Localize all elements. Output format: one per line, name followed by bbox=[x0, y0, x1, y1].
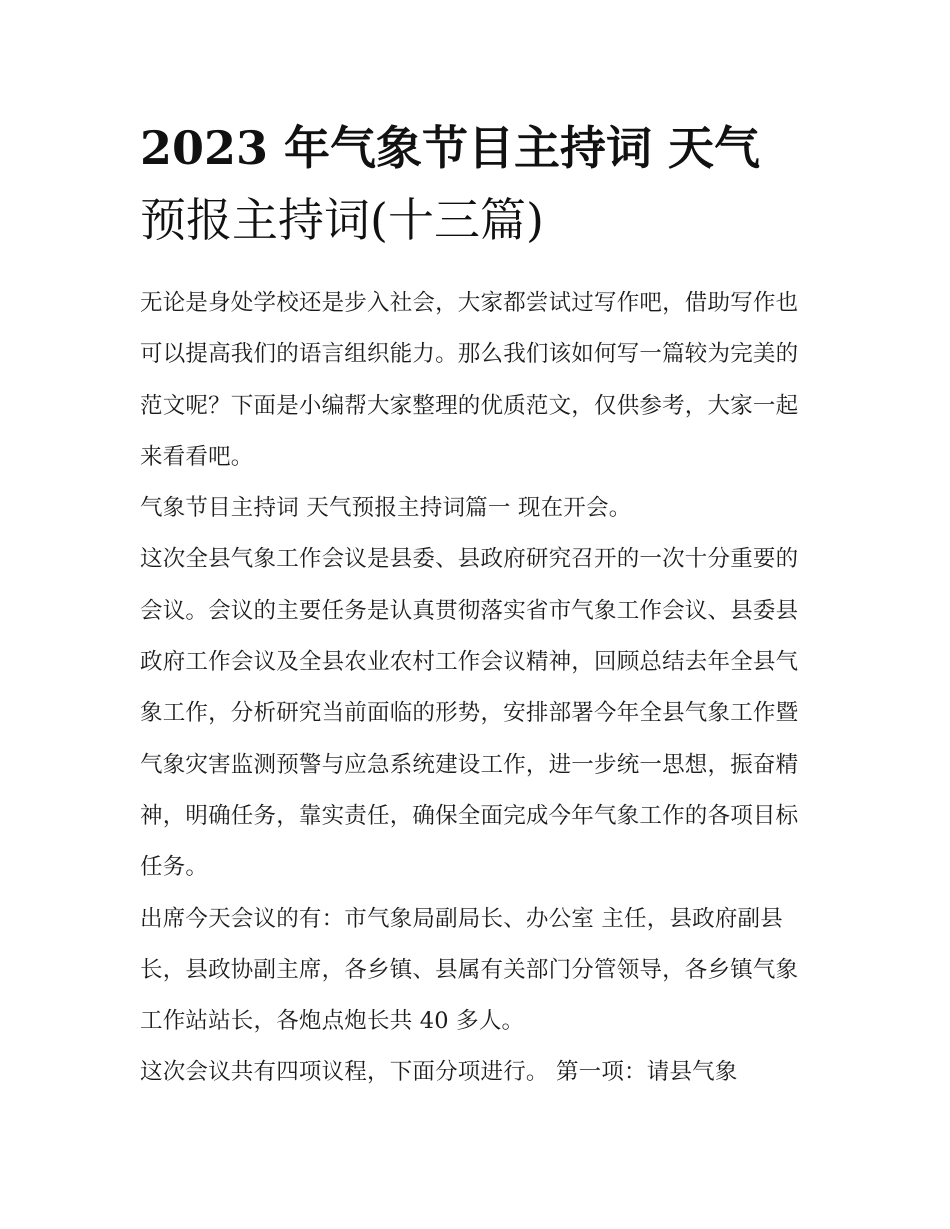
document-body bbox=[140, 278, 816, 1099]
document-title bbox=[140, 112, 820, 256]
paragraph-intro: 无论是身处学校还是步入社会，大家都尝试过写作吧，借助写作也可以提高我们的语言组织能力。那么我们该如何写一篇较为完美的范文呢？下面是小编帮大家整理的优质范文，仅供参考，大家一起来看看吧。 bbox=[140, 290, 799, 470]
paragraph-agenda: 这次会议共有四项议程，下面分项进行。 第一项：请县气象 bbox=[140, 1059, 738, 1086]
paragraph-attendees: 出席今天会议的有：市气象局副局长、办公室 主任，县政府副县长，县政协副主席，各乡镇、县属有关部门分管领导，各乡镇气象工作站站长，各炮点炮长共 40 多人。 bbox=[140, 905, 799, 1035]
title-line-2: 预报主持词(十三篇) bbox=[140, 193, 544, 247]
title-line-1: 2023 年气象节目主持词 天气 bbox=[140, 121, 761, 175]
paragraph-section-heading: 气象节目主持词 天气预报主持词篇一 现在开会。 bbox=[140, 495, 632, 522]
paragraph-meeting-purpose: 这次全县气象工作会议是县委、县政府研究召开的一次十分重要的会议。会议的主要任务是认真贯彻落实省市气象工作会议、县委县政府工作会议及全县农业农村工作会议精神，回顾总结去年全县气象工作，分析研究当前面临的形势，安排部署今年全县气象工作暨气象灾害监测预警与应急系统建设工作，进一步统一思想，振奋精神，明确任务，靠实责任，确保全面完成今年气象工作的各项目标任务。 bbox=[140, 546, 799, 881]
